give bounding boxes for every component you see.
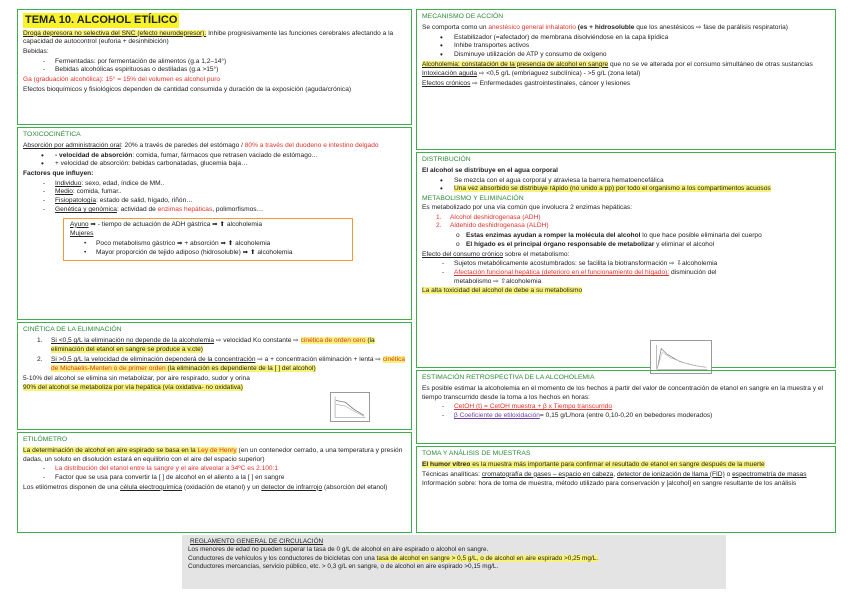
intox-rest: ⇨ <0,5 g/L (embriaguez subclínica) - >5 g/L (zona letal) <box>477 70 641 78</box>
ayuno-label: Ayuno <box>70 220 89 228</box>
list-item: - Bebidas alcohólicas espirituosas o destiladas (g.a >15°) <box>23 66 406 75</box>
tec-a: Técnicas analíticas: <box>422 470 482 478</box>
mec-a: Se comporta como un <box>422 23 489 31</box>
intro-rest: Inhibe progresivamente las funciones cerebrales afectando a la capacidad de autocontrol (euforia + desinhibición) <box>23 29 394 46</box>
ayuno-mujeres-box <box>63 218 353 262</box>
celula-a: Los etilómetros disponen de una <box>23 483 121 491</box>
factor-text: : comida, fumar.. <box>72 188 122 196</box>
toxicidad-hl: La alta toxicidad del alcohol de debe a su metabolismo <box>422 287 583 295</box>
celula-b: (oxidación de etanol) y un <box>182 483 262 491</box>
celula-c: (absorción del etanol) <box>322 483 388 491</box>
tec-u2: detector de ionización de llama (FID) <box>617 470 725 478</box>
list-item <box>23 465 406 474</box>
factor-label: Genética y genómica <box>55 205 117 213</box>
mecanismo-text <box>422 24 830 33</box>
cronico-text <box>422 251 830 260</box>
celula-u2: detector de infrarrojo <box>261 483 323 491</box>
list-item: • Poco metabolismo gástrico ➡ + absorción ➡ ⬆ alcoholemia <box>70 240 346 249</box>
mecanismo-panel <box>416 9 836 150</box>
formula: CetOH (t) = CetOH muestra + β x Tiempo transcurrido <box>454 403 613 411</box>
absorcion-text <box>23 142 406 151</box>
cinetica-p2: 90% del alcohol se metaboliza por vía hepática (vía oxidativa- no oxidativa) <box>23 384 243 392</box>
estimacion-panel <box>416 370 836 444</box>
beta-value: = 0,15 g/L/hora (entre 0,10-0,20 en bebedores moderados) <box>539 412 713 420</box>
alcoholemia-curve-chart <box>650 340 712 374</box>
metabolismo-text: Es metabolizado por una vía común que involucra 2 enzimas hepáticas: <box>422 204 633 212</box>
cronicos-rest: ⇨ Enfermedades gastrointestinales, cáncer y lesiones <box>470 80 631 88</box>
estimacion-text: Es posible estimar la alcoholemia en el momento de los hechos a partir del valor de concentración de etanol en sangre en la muestra y el tiempo transcurrido desde la toma a los hechos en horas: <box>422 384 823 401</box>
hepatica-red: Afectación funcional hepática (deterioro en el funcionamiento del hígado): <box>454 268 670 276</box>
cronico-list <box>422 260 830 286</box>
mec-c: que los anestésicos ⇨ fase de parálisis respiratoria) <box>634 23 788 31</box>
distribucion-lead: El alcohol se distribuye en el agua corporal <box>422 166 558 174</box>
section-heading: ESTIMACIÓN RETROSPECTIVA DE LA ALCOHOLEMIA <box>422 374 595 381</box>
factores-list <box>23 180 406 215</box>
mujeres-list <box>70 240 346 257</box>
list-item: • Inhibe transportes activos <box>422 42 830 51</box>
reglamento-line: Conductores mercancías, servicio público, etc. > 0,3 g/L en sangre, o de alcohol en aire espirado >0,15 mg/L. <box>188 563 499 571</box>
factor-label: Fisiopatología <box>55 197 97 205</box>
velocidad-list <box>23 152 406 169</box>
cinetica-list <box>23 337 406 374</box>
list-item: • Estabilizador (=afectador) de membrana disolviéndose en la capa lipídica <box>422 34 830 43</box>
list-item: - Sujetos metabólicamente acostumbrados: se facilita la biotransformación ⇨ ⇩alcoholemia <box>422 260 830 269</box>
section-heading: ETILÓMETRO <box>23 436 68 443</box>
cronicos-text <box>422 80 830 89</box>
ga-definition: Ga (graduación alcohólica): 15° = 15% del volumen es alcohol puro <box>23 76 221 84</box>
reglamento-line <box>188 555 720 563</box>
section-heading: TOMA Y ANÁLISIS DE MUESTRAS <box>422 450 531 457</box>
cinetica-1-end: (la eliminación del etanol en sangre se produce a v.cte) <box>51 336 375 353</box>
alcoholemia-def: Alcoholemia: constatación de la presencia de alcohol en sangre <box>422 60 609 68</box>
vel-minus-text: : comida, fumar, fármacos que retrasen vaciado de estómago… <box>132 151 319 159</box>
section-heading: METABOLISMO Y ELIMINACIÓN <box>422 195 524 203</box>
intro-text <box>23 30 406 47</box>
reg-l2-a: Conductores de vehículos y los conductores de bicicletas con una <box>188 554 377 562</box>
mecanismo-list <box>422 34 830 60</box>
list-item: • Mayor proporción de tejido adiposo (hidrosoluble) ➡ ⬆ alcoholemia <box>70 249 346 258</box>
distribucion-hl: Una vez absorbido se distribuye rápido (no unido a pp) por todo el organismo a los compartimentos acuosos <box>454 185 771 193</box>
mec-b: (es + hidrosoluble <box>575 23 635 31</box>
list-item <box>422 403 830 412</box>
list-item: • Disminuye utilización de ATP y consumo de oxígeno <box>422 51 830 60</box>
intro-panel <box>17 9 412 125</box>
section-heading: MECANISMO DE ACCIÓN <box>422 13 504 20</box>
sub-rest: lo que hace posible eliminarla del cuerpo <box>640 232 762 240</box>
etilometro-panel <box>17 432 412 533</box>
tec-u1: cromatografía de gases – espacio en cabeza <box>481 470 614 478</box>
list-item <box>422 185 830 194</box>
list-item: • Se mezcla con el agua corporal y atraviesa la barrera hematoencefálica <box>422 177 830 186</box>
reglamento-line: Los menores de edad no pueden superar la tasa de 0 g/L de alcohol en aire espirado o alcohol en sangre. <box>188 546 489 554</box>
formula-list <box>422 403 830 420</box>
tecnicas-text <box>422 471 830 480</box>
distribucion-panel <box>416 152 836 368</box>
henry-a: La determinación de alcohol en aire espirado se basa en la <box>23 446 198 454</box>
cronicos-label: Efectos crónicos <box>422 80 471 88</box>
ayuno-text <box>70 221 346 230</box>
toxicidad-text <box>422 287 830 296</box>
list-item <box>23 197 406 206</box>
section-heading: CINÉTICA DE LA ELIMINACIÓN <box>23 326 122 333</box>
tec-c: o <box>724 470 733 478</box>
list-item <box>23 356 406 373</box>
factor-label: Medio <box>55 188 73 196</box>
mujeres-label: Mujeres <box>70 230 94 238</box>
toma-panel <box>416 446 836 533</box>
distribucion-list <box>422 177 830 194</box>
enzimas-list <box>422 214 830 231</box>
factor-text: : sexo, edad, índice de MM.. <box>81 179 165 187</box>
humor-rest: es la muestra más importante para confirmar el resultado de etanol en sangre después de la muerte <box>470 460 765 468</box>
henry-red: Ley de Henry <box>197 446 237 454</box>
intro-lead: Droga depresora no selectiva del SNC (efecto neurodepresor). <box>23 29 207 37</box>
list-item: 1. Alcohol deshidrogenasa (ADH) <box>422 214 830 223</box>
henry-text <box>23 447 406 464</box>
cinetica-2-red: cinética de Michaelis-Menten o de primer orden <box>51 356 406 373</box>
intox-label: Intoxicación aguda <box>422 70 477 78</box>
list-item: - Fermentadas: por fermentación de alimentos (g.a 1,2–14°) <box>23 58 406 67</box>
factor-text: : estado de salid, hígado, riñón… <box>96 197 193 205</box>
list-item: 2. Aldehído deshidrogenasa (ALDH) <box>422 222 830 231</box>
alcoholemia-rest: que no se ve alterada por el consumo simultáneo de otras sustancias <box>608 60 813 68</box>
list-item: • + velocidad de absorción: bebidas carbonatadas, glucemia baja… <box>23 160 406 169</box>
cinetica-2-text: ⇨ a + concentración eliminación + lenta ⇨ <box>255 356 383 364</box>
sub-rest: y eliminar el alcohol <box>654 240 715 248</box>
distribucion-ratio: La distribución del etanol entre la sangre y el aire alveolar a 34ºC es 2.100:1 <box>55 465 279 473</box>
section-heading: DISTRIBUCIÓN <box>422 156 471 163</box>
cinetica-p1: 5-10% del alcohol se elimina sin metabolizar, por aire respirado, sudor y orina <box>23 374 250 382</box>
cinetica-1-red: cinética de orden cero <box>300 336 366 344</box>
list-item <box>422 269 752 286</box>
list-item <box>422 412 830 421</box>
list-item <box>23 180 406 189</box>
cinetica-1-text: ⇨ velocidad Ko constante ⇨ <box>214 336 301 344</box>
humor-text <box>422 461 830 470</box>
cinetica-2-lead: Si >0,5 g/L la velocidad de eliminación dependerá de la concentración <box>51 356 256 364</box>
factor-label: Individuo <box>55 179 82 187</box>
alcoholemia-text <box>422 61 830 70</box>
reglamento-title: REGLAMENTO GENERAL DE CIRCULACIÓN <box>190 538 324 545</box>
absorcion-rest: : 20% a través de paredes del estómago / <box>120 141 245 149</box>
page-title: TEMA 10. ALCOHOL ETÍLICO <box>25 14 178 26</box>
list-item: - Factor que se usa para convertir la [ ] de alcohol en el aliento a la [ ] en sangre <box>23 474 406 483</box>
tec-b: , <box>613 470 618 478</box>
reglamento-box <box>182 535 726 589</box>
sub-bold: Estas enzimas ayudan a romper la molécula del alcohol <box>466 232 641 240</box>
henry-b: (en un contenedor cerrado, a una temperatura y presión dadas, un soluto en disolución estará en equilibrio con el aire del espacio superior) <box>23 446 403 463</box>
absorcion-label: Absorción por administración oral <box>23 141 121 149</box>
factor-text-end: , polimorfismos… <box>212 205 264 213</box>
intoxicacion-text <box>422 70 830 79</box>
list-item <box>422 241 830 250</box>
info-text: Información sobre: hora de toma de muestra, método utilizado para conservación y [alcohol] en sangre resultante de los análisis <box>422 480 797 488</box>
section-heading: TOXICOCINÉTICA <box>23 131 81 138</box>
celula-text <box>23 484 406 493</box>
tec-u3: espectrometría de masas <box>732 470 807 478</box>
mec-red: anestésico general inhalatorio <box>488 23 576 31</box>
bebidas-list <box>23 58 406 75</box>
toxicocinetica-panel <box>17 127 412 320</box>
list-item <box>422 232 830 241</box>
absorcion-red: 80% a través del duodeno e intestino delgado <box>244 141 379 149</box>
enzimas-sublist <box>422 232 830 249</box>
factor-red: enzimas hepáticas <box>157 205 213 213</box>
cinetica-2-end: (la eliminación es dependiente de la [ ] del alcohol) <box>165 365 316 373</box>
cinetica-1-lead: Si <0,5 g/L la eliminación no depende de la alcoholemia <box>51 336 215 344</box>
list-item <box>23 337 406 354</box>
factor-text: : actividad de <box>116 205 158 213</box>
reg-l2-hl: tasa de alcohol en sangre > 0,5 g/L, o de alcohol en aire espirado >0,25 mg/L. <box>376 554 598 562</box>
factores-label: Factores que influyen: <box>23 170 94 178</box>
list-item <box>23 188 406 197</box>
beta-label: β Coeficiente de etiloxidación <box>454 412 540 420</box>
humor-bold: El humor vítreo <box>422 460 471 468</box>
sub-bold: El hígado es el principal órgano responsable de metabolizar <box>466 240 655 248</box>
cronico-label: Efecto del consumo crónico <box>422 250 503 258</box>
vel-minus-label: - velocidad de absorción <box>55 151 133 159</box>
cronico-rest: sobre el metabolismo: <box>503 250 570 258</box>
ayuno-rest: ➡ - tiempo de actuación de ADH gástrica ➡ ⬆ alcoholemia <box>88 220 263 228</box>
list-item <box>23 206 406 215</box>
hepatica-rest: disminución del metabolismo ⇨ ⇧alcoholemia <box>454 268 717 285</box>
elimination-chart <box>330 392 370 422</box>
efectos-text: Efectos bioquímicos y fisiológicos dependen de cantidad consumida y duración de la exposición (aguda/crónica) <box>23 85 352 93</box>
bebidas-label: Bebidas: <box>23 47 49 55</box>
celula-u1: célula electroquímica <box>120 483 183 491</box>
etilometro-list <box>23 465 406 482</box>
list-item <box>23 152 406 161</box>
